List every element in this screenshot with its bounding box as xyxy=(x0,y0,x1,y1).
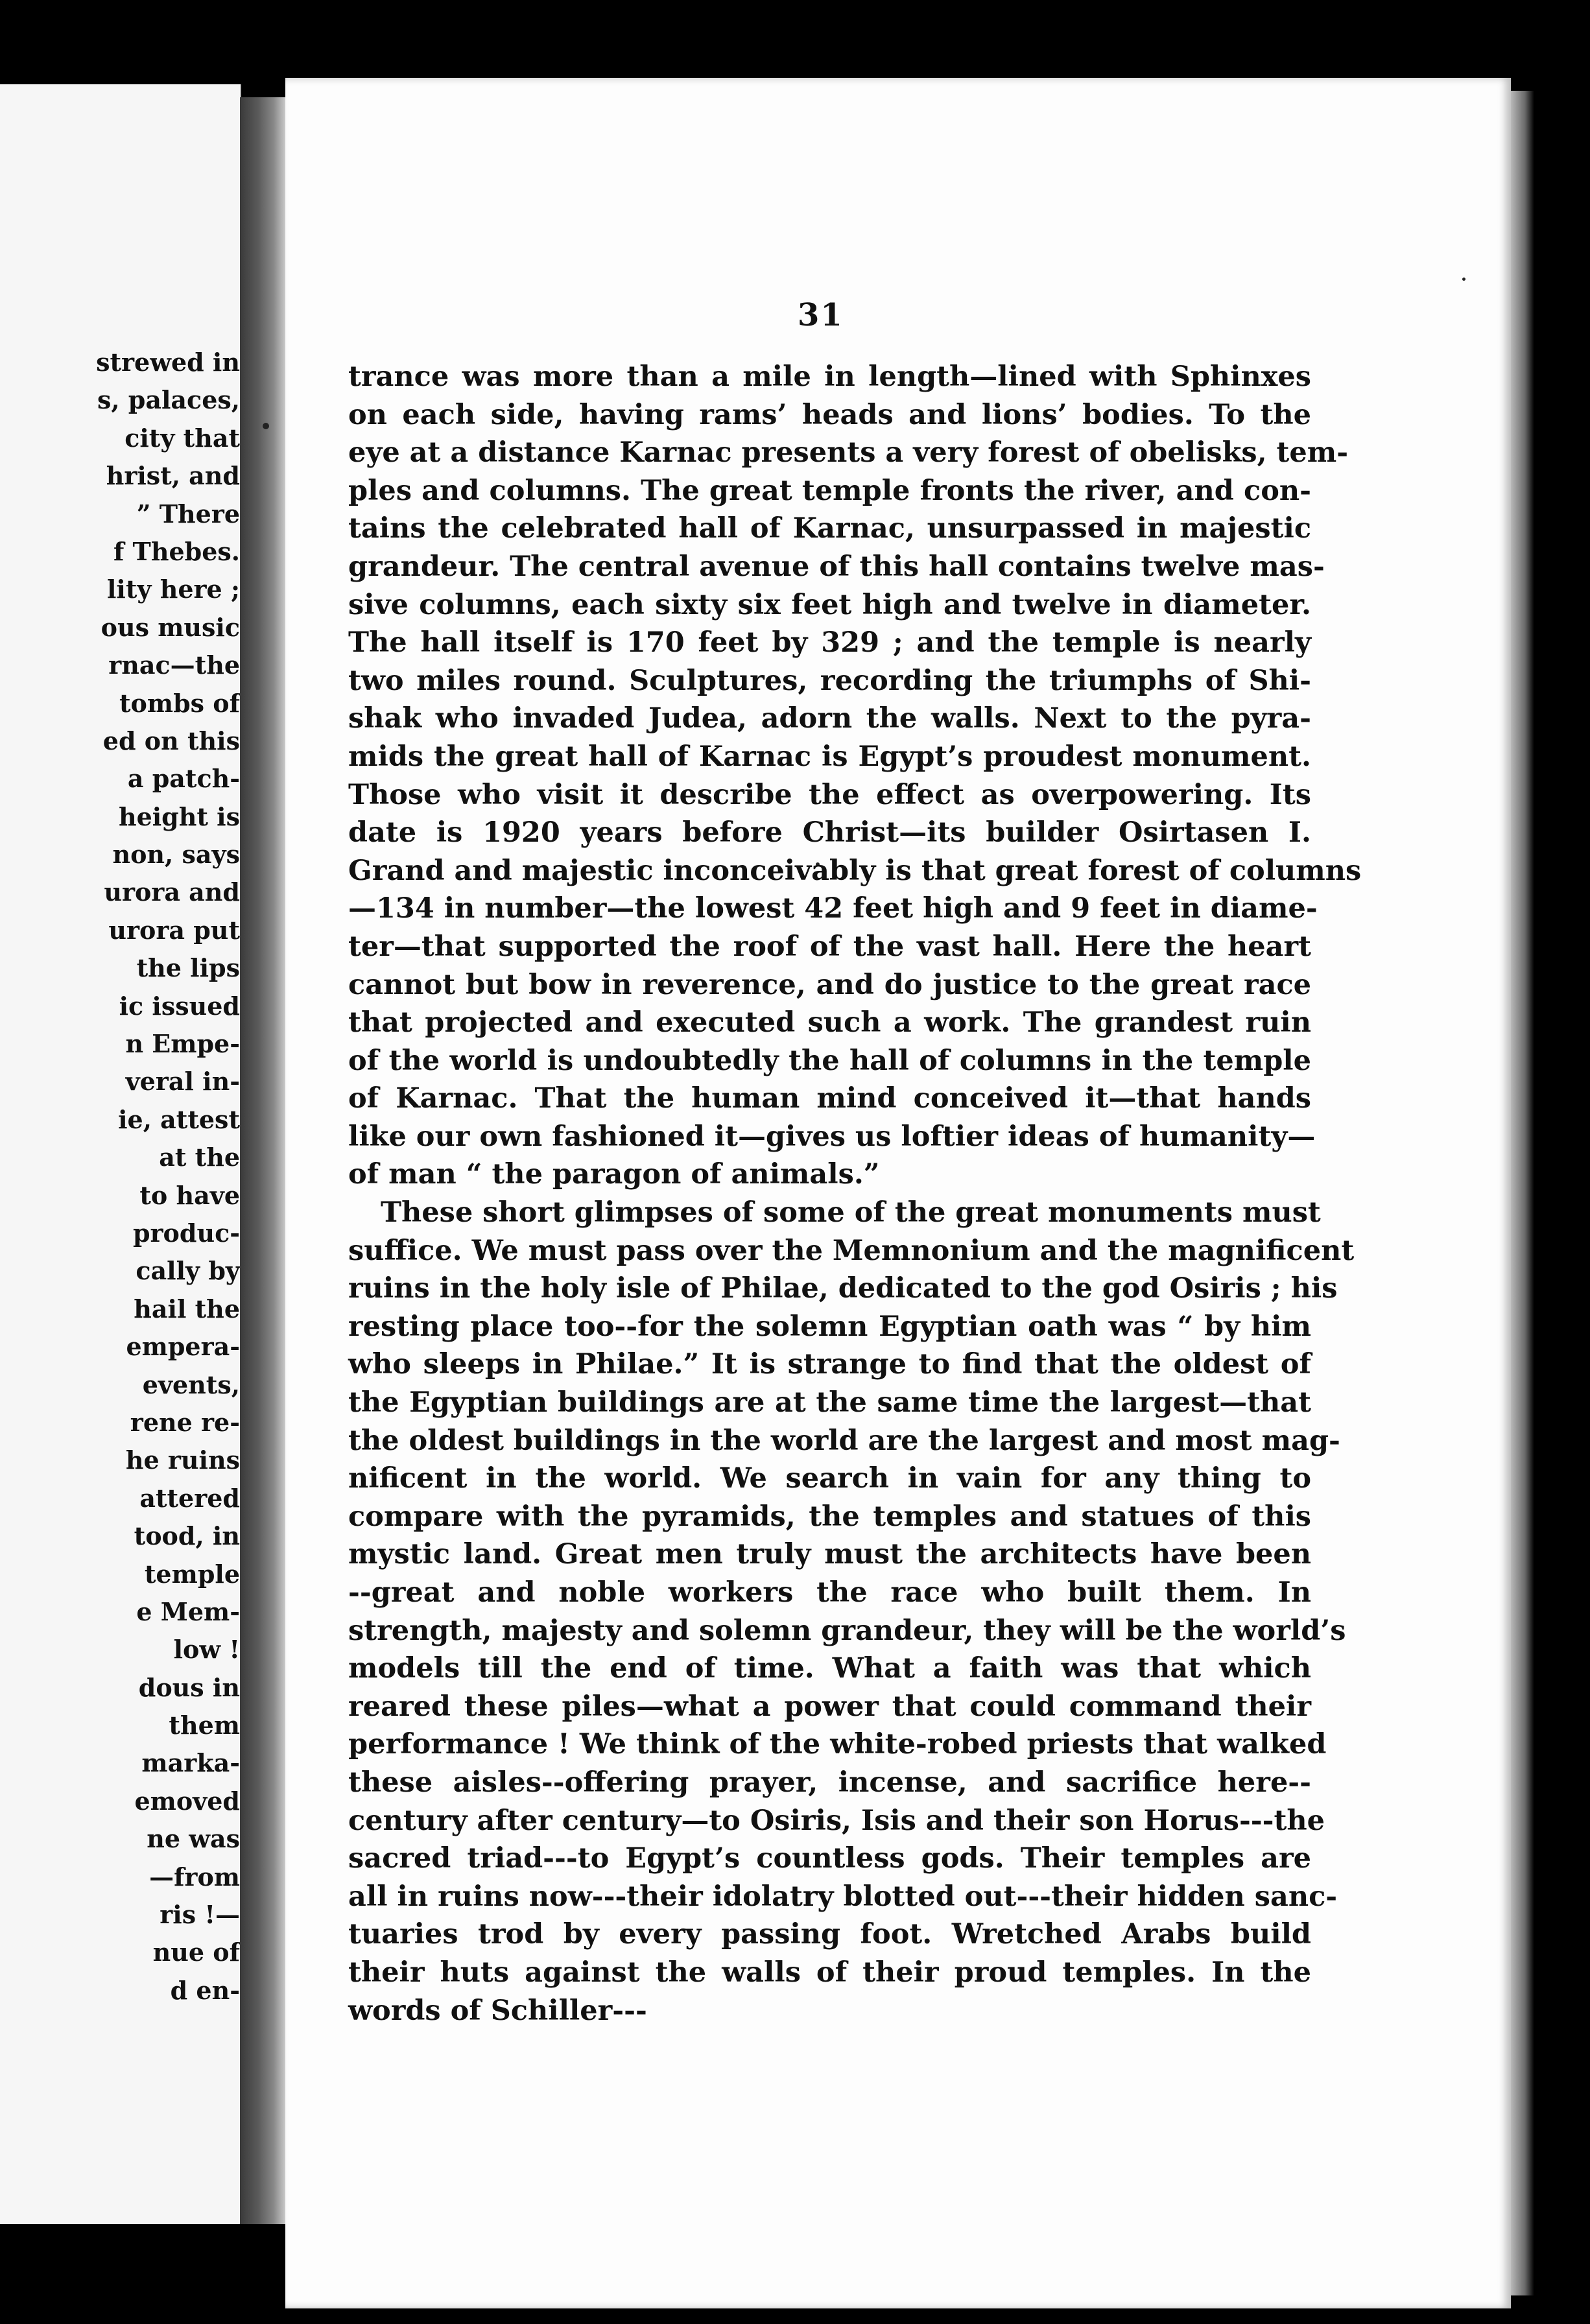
left-line: urora and xyxy=(104,877,240,907)
body-line: performance ! We think of the white-robed priests that walked xyxy=(348,1728,1327,1761)
body-line: sacred triad---to Egypt’s countless gods. Their temples are xyxy=(348,1842,1311,1875)
left-line: e Mem- xyxy=(136,1596,240,1626)
left-line: low ! xyxy=(173,1635,240,1665)
left-line: —from xyxy=(149,1862,240,1891)
body-line: ruins in the holy isle of Philae, dedicated to the god Osiris ; his xyxy=(348,1272,1338,1305)
body-line: compare with the pyramids, the temples and statues of this xyxy=(348,1500,1311,1533)
left-line: rene re- xyxy=(130,1407,240,1437)
left-line: tood, in xyxy=(134,1521,240,1551)
body-line: these aisles--offering prayer, incense, and sacrifice here-- xyxy=(348,1766,1311,1799)
body-line: shak who invaded Judea, adorn the walls. Next to the pyra- xyxy=(348,702,1311,735)
body-line: on each side, having rams’ heads and lions’ bodies. To the xyxy=(348,398,1311,431)
left-line: ic issued xyxy=(119,991,240,1021)
body-line: the oldest buildings in the world are the largest and most mag- xyxy=(348,1424,1340,1457)
body-line: sive columns, each sixty six feet high and twelve in diameter. xyxy=(348,588,1311,621)
body-line: reared these piles—what a power that could command their xyxy=(348,1690,1311,1723)
body-line: of man “ the paragon of animals.” xyxy=(348,1158,880,1191)
body-line: ter—that supported the roof of the vast hall. Here the heart xyxy=(348,930,1311,963)
body-line: suffice. We must pass over the Memnonium and the magnificent xyxy=(348,1234,1355,1267)
left-line: produc- xyxy=(132,1218,240,1248)
page-number: 31 xyxy=(798,297,844,333)
left-line: marka- xyxy=(141,1748,240,1778)
left-line: lity here ; xyxy=(107,575,240,604)
left-line: ris !— xyxy=(160,1900,240,1930)
body-line: models till the end of time. What a faith was that which xyxy=(348,1652,1311,1685)
body-line: cannot but bow in reverence, and do justice to the great race xyxy=(348,968,1311,1001)
left-line: hail the xyxy=(134,1294,240,1323)
left-line: events, xyxy=(142,1370,240,1399)
page-edge xyxy=(1511,91,1534,2295)
left-line: veral in- xyxy=(125,1067,240,1097)
left-line: temple xyxy=(144,1559,240,1589)
left-page xyxy=(0,84,241,2224)
left-line: hrist, and xyxy=(106,461,240,491)
left-line: n Empe- xyxy=(125,1029,240,1059)
left-line: dous in xyxy=(138,1672,240,1702)
left-line: ed on this xyxy=(102,726,240,755)
left-line: to have xyxy=(139,1180,240,1210)
body-line: words of Schiller--- xyxy=(348,1994,647,2027)
left-line: cally by xyxy=(136,1256,240,1286)
left-line: the lips xyxy=(136,953,240,983)
body-line: their huts against the walls of their proud temples. In the xyxy=(348,1956,1311,1989)
body-line: mids the great hall of Karnac is Egypt’s proudest monument. xyxy=(348,740,1311,773)
body-line: nificent in the world. We search in vain for any thing to xyxy=(348,1462,1311,1495)
left-line: non, says xyxy=(112,840,240,870)
body-line: date is 1920 years before Christ—its builder Osirtasen I. xyxy=(348,816,1311,849)
left-line: d en- xyxy=(170,1975,240,2005)
body-line: two miles round. Sculptures, recording the triumphs of Shi- xyxy=(348,664,1311,697)
left-line: rnac—the xyxy=(108,650,240,680)
left-page-text xyxy=(45,344,240,2010)
body-line: of the world is undoubtedly the hall of columns in the temple xyxy=(348,1044,1311,1077)
body-line: strength, majesty and solemn grandeur, they will be the world’s xyxy=(348,1614,1346,1647)
body-line: tains the celebrated hall of Karnac, unsurpassed in majestic xyxy=(348,512,1311,545)
left-line: nue of xyxy=(152,1938,240,1967)
body-line: all in ruins now---their idolatry blotted out---their hidden sanc- xyxy=(348,1880,1338,1913)
dust-speck xyxy=(1462,278,1465,281)
body-line: of Karnac. That the human mind conceived it—that hands xyxy=(348,1082,1311,1115)
left-line: a patch- xyxy=(127,764,240,794)
left-line: tombs of xyxy=(119,688,240,718)
left-line: height is xyxy=(118,801,240,831)
left-line: strewed in xyxy=(96,348,240,377)
left-line: s, palaces, xyxy=(97,385,240,415)
body-line: eye at a distance Karnac presents a very forest of obelisks, tem- xyxy=(348,436,1349,469)
body-line: —134 in number—the lowest 42 feet high and 9 feet in diame- xyxy=(348,892,1318,925)
left-line: he ruins xyxy=(125,1445,240,1475)
body-line: Grand and majestic inconceivably is that great forest of columns xyxy=(348,854,1362,887)
left-line: attered xyxy=(139,1483,240,1513)
body-line: trance was more than a mile in length—lined with Sphinxes xyxy=(348,361,1311,393)
left-line: ne was xyxy=(147,1824,240,1854)
body-line: ples and columns. The great temple fronts the river, and con- xyxy=(348,474,1311,507)
left-line: them xyxy=(169,1711,240,1740)
body-line: tuaries trod by every passing foot. Wretched Arabs build xyxy=(348,1918,1311,1951)
body-line: that projected and executed such a work. The grandest ruin xyxy=(348,1006,1311,1039)
left-line: at the xyxy=(159,1143,240,1172)
body-line: The hall itself is 170 feet by 329 ; and the temple is nearly xyxy=(348,626,1311,659)
body-line: who sleeps in Philae.” It is strange to find that the oldest of xyxy=(348,1348,1311,1381)
left-line: ” There xyxy=(136,499,240,528)
body-line: the Egyptian buildings are at the same time the largest—that xyxy=(348,1386,1311,1419)
body-line: like our own fashioned it—gives us loftier ideas of humanity— xyxy=(348,1120,1316,1153)
body-line: These short glimpses of some of the great monuments must xyxy=(381,1196,1321,1229)
book-gutter xyxy=(240,97,285,2224)
body-line: mystic land. Great men truly must the architects have been xyxy=(348,1538,1311,1571)
left-line: ous music xyxy=(101,612,240,642)
body-text xyxy=(348,358,1362,2030)
body-line: resting place too--for the solemn Egyptian oath was “ by him xyxy=(348,1310,1311,1343)
left-line: f Thebes. xyxy=(113,536,240,566)
body-line: Those who visit it describe the effect as overpowering. Its xyxy=(348,778,1311,811)
dust-speck xyxy=(263,423,269,429)
body-line: grandeur. The central avenue of this hall contains twelve mas- xyxy=(348,550,1325,583)
left-line: urora put xyxy=(108,915,240,945)
body-line: century after century—to Osiris, Isis and their son Horus---the xyxy=(348,1804,1325,1837)
left-line: ie, attest xyxy=(118,1104,240,1134)
left-line: emoved xyxy=(134,1786,240,1816)
left-line: empera- xyxy=(126,1332,240,1362)
left-line: city that xyxy=(125,423,240,453)
body-line: --great and noble workers the race who built them. In xyxy=(348,1576,1311,1609)
